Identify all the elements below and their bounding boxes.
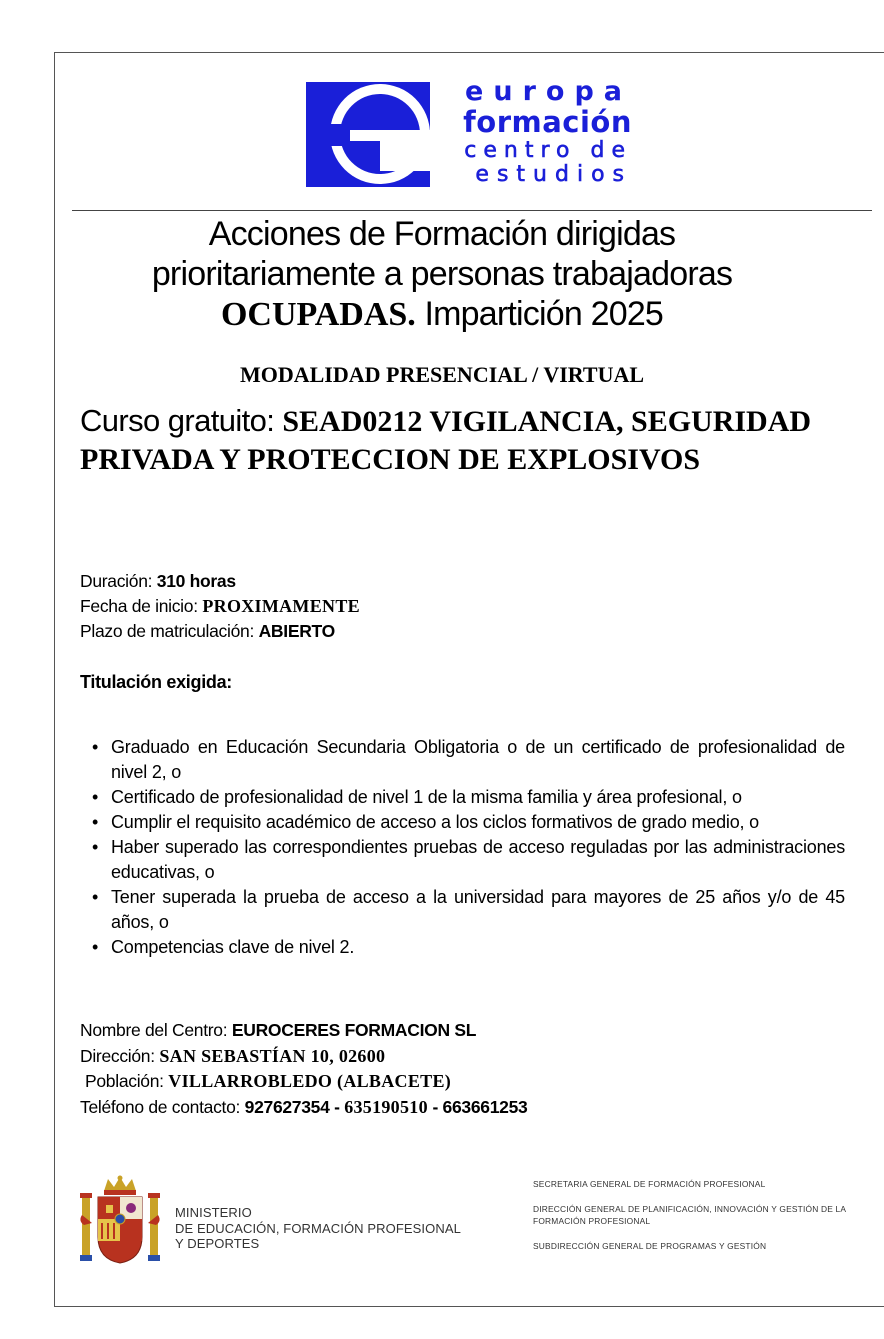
title-imparticion: Impartición 2025 [424, 295, 664, 333]
footer-direccion-general: DIRECCIÓN GENERAL DE PLANIFICACIÓN, INNOVACIÓN Y GESTIÓN DE LA FORMACIÓN PROFESIONAL [533, 1204, 846, 1226]
title-line-3 [80, 294, 804, 335]
ministry-line-1: MINISTERIO [175, 1205, 252, 1220]
ministry-line-3: Y DEPORTES [175, 1236, 260, 1251]
plazo-value: ABIERTO [258, 621, 335, 641]
telefono-2: 635190510 [344, 1096, 428, 1117]
list-item: • Tener superada la prueba de acceso a la universidad para mayores de 25 años y/o de 45 años, o [80, 885, 845, 935]
modalidad: MODALIDAD PRESENCIAL / VIRTUAL [239, 362, 645, 387]
telefono-row [80, 1095, 840, 1121]
fecha-value: PROXIMAMENTE [202, 596, 360, 616]
duracion-value: 310 horas [156, 571, 236, 591]
list-item: • Graduado en Educación Secundaria Obligatoria o de un certificado de profesionalidad de nivel 2, o [80, 735, 845, 785]
list-item: • Competencias clave de nivel 2. [80, 935, 845, 960]
title-ocupadas: OCUPADAS. [220, 296, 416, 333]
logo-line-formacion: formación [463, 105, 632, 139]
logo-line-centro: centro de [464, 138, 632, 163]
ministry-line-2: DE EDUCACIÓN, FORMACIÓN PROFESIONAL [175, 1220, 461, 1236]
footer-secretaria: SECRETARIA GENERAL DE FORMACIÓN PROFESIONAL [533, 1179, 766, 1189]
poblacion-row [80, 1069, 840, 1095]
telefono-label: Teléfono de contacto: [80, 1096, 241, 1117]
telefono-1: 927627354 - [244, 1096, 340, 1117]
fecha-label: Fecha de inicio: [80, 596, 198, 616]
logo-line-europa: europa [465, 76, 632, 107]
list-item: • Certificado de profesionalidad de nivel 1 de la misma familia y área profesional, o [80, 785, 845, 810]
course-label: Curso gratuito: [80, 403, 275, 438]
direccion-value: SAN SEBASTÍAN 10, 02600 [159, 1045, 386, 1066]
logo-line-estudios: estudios [475, 162, 632, 187]
duracion-label: Duración: [80, 571, 153, 591]
fecha-row [80, 594, 840, 619]
direccion-row [80, 1044, 840, 1070]
page-title [80, 214, 804, 335]
course-info [80, 569, 840, 644]
telefono-sep: - [432, 1096, 438, 1117]
poblacion-value: VILLARROBLEDO (ALBACETE) [168, 1071, 452, 1091]
footer-departments [533, 1178, 853, 1265]
plazo-label: Plazo de matriculación: [80, 621, 255, 641]
ministry-label [175, 1205, 461, 1252]
title-line-1: Acciones de Formación dirigidas [208, 215, 676, 253]
logo-wordmark [432, 76, 632, 186]
plazo-row [80, 619, 840, 644]
duracion-row [80, 569, 840, 594]
centre-info [80, 1018, 840, 1120]
coat-of-arms-icon [78, 1175, 162, 1267]
nombre-label: Nombre del Centro: [80, 1020, 228, 1040]
nombre-row [80, 1018, 840, 1044]
direccion-label: Dirección: [80, 1045, 155, 1066]
course-name: SEAD0212 VIGILANCIA, SEGURIDAD PRIVADA Y PROTECCION DE EXPLOSIVOS [80, 405, 812, 476]
requirements-list [80, 735, 845, 960]
header-divider [72, 210, 872, 211]
course-heading [80, 402, 820, 478]
title-line-2: prioritariamente a personas trabajadoras [151, 255, 733, 293]
list-item: • Haber superado las correspondientes pruebas de acceso reguladas por las administraciones educativas, o [80, 835, 845, 885]
telefono-3: 663661253 [442, 1096, 528, 1117]
footer-subdireccion: SUBDIRECCIÓN GENERAL DE PROGRAMAS Y GESTIÓN [533, 1241, 767, 1251]
nombre-value: EUROCERES FORMACION SL [231, 1020, 477, 1040]
poblacion-label: Población: [85, 1071, 164, 1091]
titulacion-label: Titulación exigida: [80, 672, 232, 692]
list-item: • Cumplir el requisito académico de acceso a los ciclos formativos de grado medio, o [80, 810, 845, 835]
